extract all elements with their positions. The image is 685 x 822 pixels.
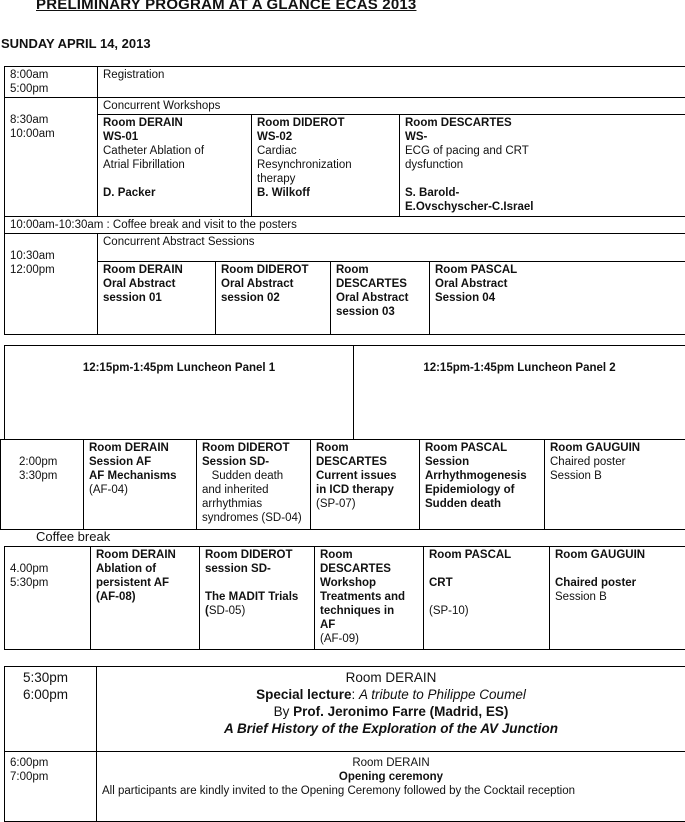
abstract-session-01: Room DERAIN Oral Abstract session 01 [98,262,216,335]
session-sd-05: Room DIDEROT session SD- The MADIT Trials (SD-05) [200,547,315,650]
workshop-ws01: Room DERAIN WS-01 Catheter Ablation of Atrial Fibrillation D. Packer [98,115,252,217]
lecture-tribute: A tribute to Philippe Coumel [359,687,526,702]
late-afternoon-session-table [4,546,685,650]
opening-room: Room DERAIN [102,756,680,770]
program-date: SUNDAY APRIL 14, 2013 [1,36,151,51]
session-af-04: Room DERAIN Session AF AF Mechanisms (AF-04) [84,440,197,530]
abstract-session-04: Room PASCAL Oral Abstract Session 04 [430,262,685,335]
registration-cell: Registration [98,67,685,98]
morning-schedule-table [4,66,685,335]
session-sp-10: Room PASCAL CRT (SP-10) [424,547,550,650]
lecture-time: 5:30pm 6:00pm [5,667,97,752]
luncheon-panel-1: 12:15pm-1:45pm Luncheon Panel 1 [5,346,354,440]
lecture-label: Special lecture [256,687,351,702]
lecture-room: Room DERAIN [102,669,680,686]
workshop-ws03: Room DESCARTES WS- ECG of pacing and CRT dysfunction S. Barold- E.Ovschyscher-C.Israel [400,115,685,217]
afternoon-session-time: 2:00pm 3:30pm [1,440,84,530]
lecture-talk-title: A Brief History of the Exploration of the AV Junction [102,720,680,737]
abstract-session-03: Room DESCARTES Oral Abstract session 03 [331,262,430,335]
luncheon-table [4,345,685,440]
special-lecture: Room DERAIN Special lecture: A tribute to Philippe Coumel By Prof. Jeronimo Farre (Madrid, ES) A Brief History of the Exploration of the AV Junction [97,667,685,752]
luncheon-panel-2: 12:15pm-1:45pm Luncheon Panel 2 [354,346,685,440]
workshops-header: Concurrent Workshops [98,98,685,115]
session-af-09: Room DESCARTES Workshop Treatments and techniques in AF (AF-09) [315,547,424,650]
session-af-08: Room DERAIN Ablation of persistent AF (AF-08) [91,547,200,650]
morning-coffee-break: 10:00am-10:30am : Coffee break and visit to the posters [5,217,685,234]
opening-ceremony [97,752,685,822]
session-gauguin-poster-b-2: Room GAUGUIN Chaired poster Session B [550,547,685,650]
session-sd-04: Room DIDEROT Session SD- Sudden death and inherited arrhythmias syndromes (SD-04) [197,440,311,530]
session-gauguin-poster-b: Room GAUGUIN Chaired poster Session B [545,440,685,530]
session-sp-07: Room DESCARTES Current issues in ICD therapy (SP-07) [311,440,420,530]
abstract-sessions-header: Concurrent Abstract Sessions [98,234,685,262]
page-title: PRELIMINARY PROGRAM AT A GLANCE ECAS 2013 [36,0,416,13]
abstract-session-02: Room DIDEROT Oral Abstract session 02 [216,262,331,335]
workshop-ws02: Room DIDEROT WS-02 Cardiac Resynchronization therapy B. Wilkoff [252,115,400,217]
abstract-time: 10:30am 12:00pm [5,234,98,335]
opening-text: All participants are kindly invited to the Opening Ceremony followed by the Cocktail reception [102,784,680,798]
registration-time: 8:00am 5:00pm [5,67,98,98]
workshop-time: 8:30am 10:00am [5,98,98,217]
opening-time: 6:00pm 7:00pm [5,752,97,822]
evening-table [4,666,685,822]
opening-title: Opening ceremony [102,770,680,784]
session-pascal-sudden-death: Room PASCAL Session Arrhythmogenesis Epidemiology of Sudden death [420,440,545,530]
lecture-speaker: Prof. Jeronimo Farre (Madrid, ES) [293,704,508,719]
late-session-time: 4.00pm 5:30pm [5,547,91,650]
coffee-break-label: Coffee break [36,529,110,544]
afternoon-session-table [0,439,685,530]
